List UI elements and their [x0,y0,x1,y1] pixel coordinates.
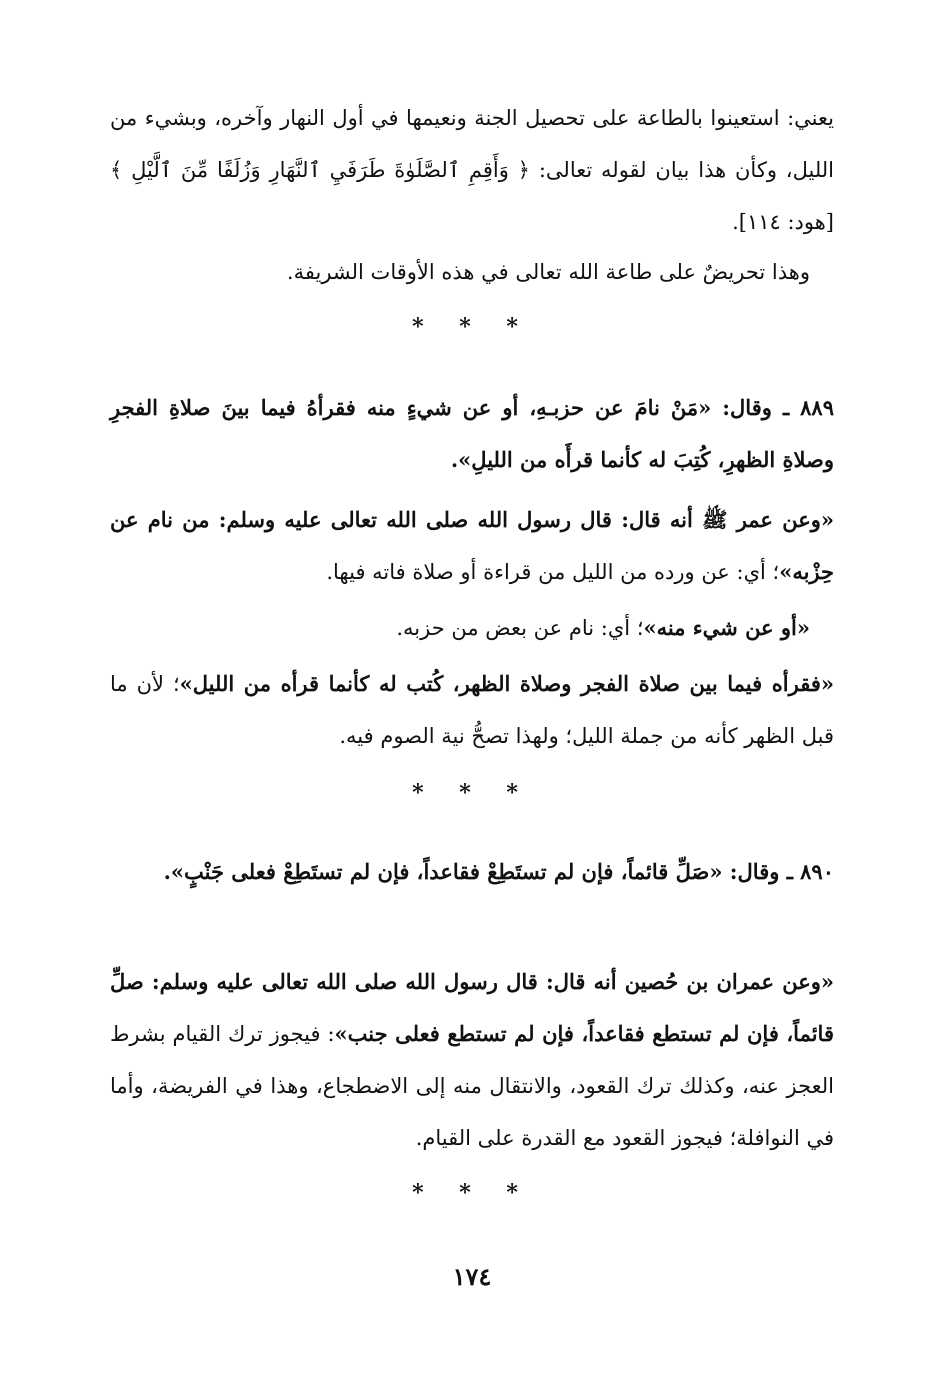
commentary-889-2-quote: «أو عن شيء منه» [643,615,810,640]
commentary-889-2-text: ؛ أي: نام عن بعض من حزبه. [396,616,644,640]
quran-verse: ﴿ وَأَقِمِ ٱلصَّلَوٰةَ طَرَفَيِ ٱلنَّهَارِ وَزُلَفًا مِّنَ ٱلَّيْلِ ﴾ [110,158,530,182]
commentary-890-text: : فيجوز ترك القيام بشرط العجز عنه، وكذلك ترك القعود، والانتقال منه إلى الاضطجاع، وهذا في الفريضة، وأما في النوافلة؛ فيجوز القعود مع القدرة على القيام. [110,1022,834,1150]
commentary-889-3 [110,658,834,762]
paragraph-intro [110,92,834,248]
commentary-890-quote: «وعن عمران بن حُصين أنه قال: قال رسول الله صلى الله تعالى عليه وسلم: صلِّ قائماً، فإن لم تستطع فقاعداً، فإن لم تستطع فعلى جنب» [110,969,834,1046]
hadith-890-text: ٨٩٠ ـ وقال: «صَلِّ قائماً، فإن لم تستَطِعْ فقاعداً، فإن لم تستَطِعْ فعلى جَنْبٍ». [163,859,834,884]
exhortation-text: وهذا تحريضٌ على طاعة الله تعالى في هذه الأوقات الشريفة. [286,260,810,284]
commentary-890 [110,956,834,1164]
separator-3: * * * [412,1180,532,1206]
paragraph-exhortation [110,246,834,298]
separator-2: * * * [412,780,532,806]
commentary-889-3-quote: «فقرأه فيما بين صلاة الفجر وصلاة الظهر، كُتب له كأنما قرأه من الليل» [179,671,834,696]
commentary-889-2 [110,602,834,654]
commentary-889-3-text: ؛ لأن ما قبل الظهر كأنه من جملة الليل؛ ولهذا تصحُّ نية الصوم فيه. [110,672,834,748]
commentary-889-1 [110,494,834,598]
commentary-889-1-quote: «وعن عمر ﷺ أنه قال: قال رسول الله صلى الله تعالى عليه وسلم: من نام عن حِزْبه» [110,507,834,584]
page-number: ١٧٤ [452,1262,492,1291]
hadith-890 [110,846,834,898]
hadith-889 [110,382,834,486]
hadith-889-text: ٨٨٩ ـ وقال: «مَنْ نامَ عن حزبـهِ، أو عن شيءٍ منه فقرأهُ فيما بينَ صلاةِ الفجرِ وصلاةِ الظهرِ، كُتِبَ له كأنما قرأَه من الليلِ». [110,395,834,472]
intro-text: يعني: استعينوا بالطاعة على تحصيل الجنة ونعيمها في أول النهار وآخره، وبشيء من الليل، وكأن هذا بيان لقوله تعالى: [110,106,834,182]
quran-reference: [هود: ١١٤]. [732,210,834,234]
separator-1: * * * [412,314,532,340]
commentary-889-1-text: ؛ أي: عن ورده من الليل من قراءة أو صلاة فاته فيها. [326,560,780,584]
